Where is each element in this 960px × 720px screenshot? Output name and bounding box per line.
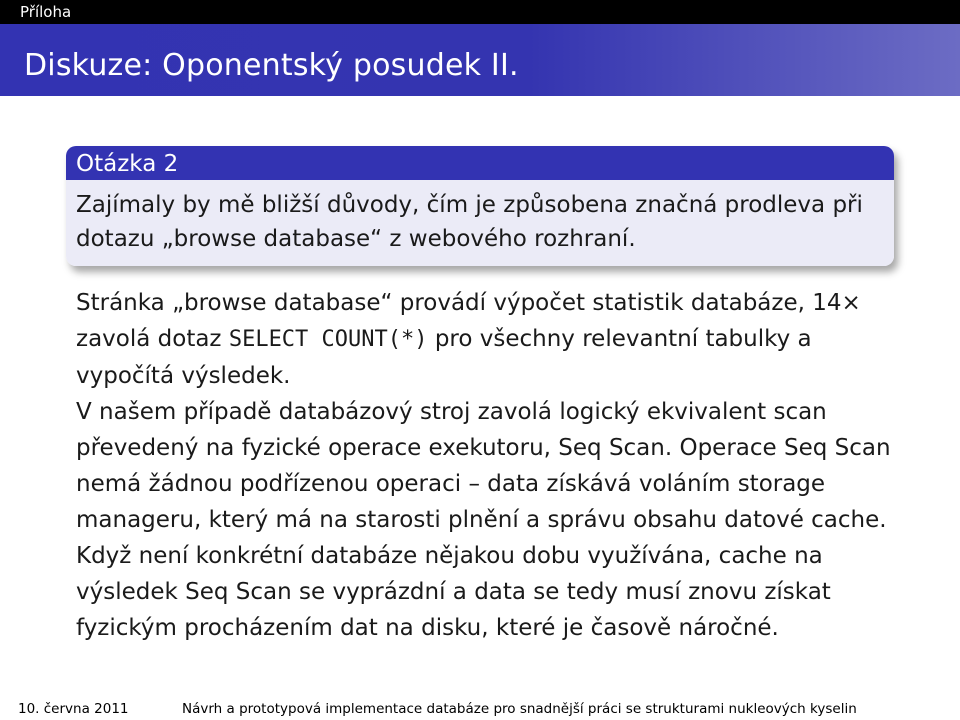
answer-part1: Stránka „browse database“ provádí výpočet statistik databáze, 14× zavolá dotaz	[76, 290, 861, 352]
question-block-body	[66, 180, 894, 266]
question-block-header	[66, 146, 894, 180]
frame-title-bar	[0, 24, 960, 96]
headline-bar	[0, 0, 960, 24]
section-name: Příloha	[20, 3, 72, 21]
footline	[0, 698, 960, 720]
question-block	[66, 146, 894, 266]
footer-title: Návrh a prototypová implementace databáze pro snadnější práci se strukturami nukleových kyselin	[182, 701, 857, 717]
footer-date: 10. června 2011	[18, 701, 129, 717]
answer-sql-code: SELECT COUNT(*)	[228, 327, 428, 352]
slide-title: Diskuze: Oponentský posudek II.	[24, 48, 519, 83]
answer-paragraph-2: V našem případě databázový stroj zavolá logický ekvivalent scan převedený na fyzické operace exekutoru, Seq Scan. Operace Seq Scan nemá žádnou podřízenou operaci – data získává voláním storage manageru, který má na starosti plnění a správu obsahu datové cache. Když není konkrétní databáze nějakou dobu využívána, cache na výsledek Seq Scan se vyprázdní a data se tedy musí znovu získat fyzickým procházením dat na disku, které je časově náročné.	[76, 399, 891, 641]
question-block-title: Otázka 2	[76, 151, 179, 177]
question-text: Zajímaly by mě bližší důvody, čím je způsobena značná prodleva při dotazu „browse database“ z webového rozhraní.	[76, 192, 863, 252]
answer-text	[76, 285, 896, 646]
answer-part2: pro všechny relevantní tabulky a vypočítá výsledek.	[76, 326, 812, 389]
